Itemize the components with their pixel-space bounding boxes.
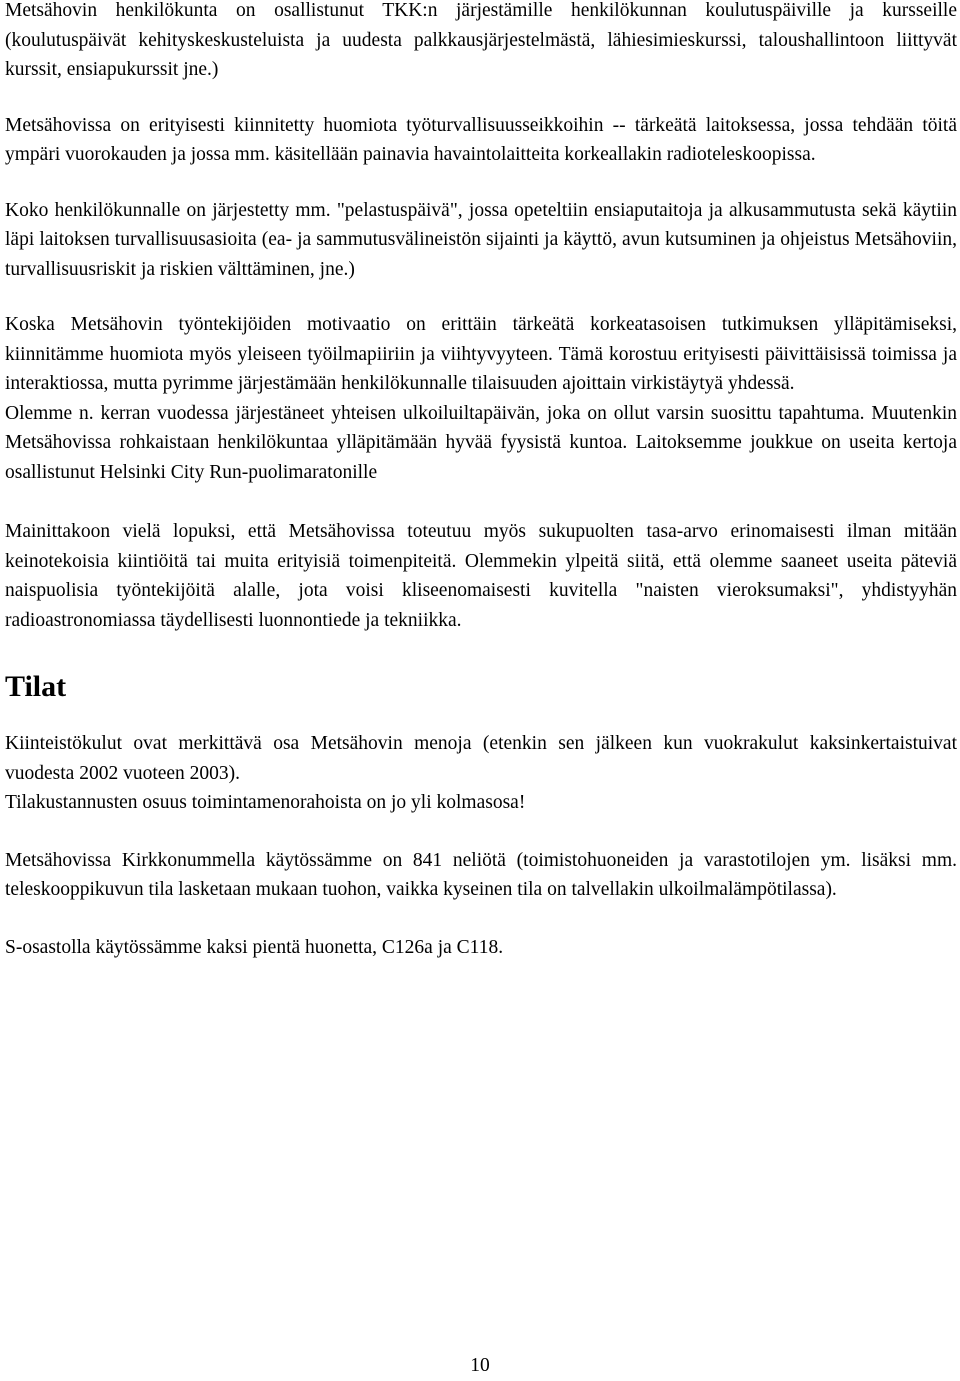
paragraph-property-costs: Kiinteistökulut ovat merkittävä osa Metsähovin menoja (etenkin sen jälkeen kun vuokrakulut kaksinkertaistuivat vuodesta 2002 vuoteen 2003).	[5, 733, 957, 784]
paragraph-s-department-rooms: S-osastolla käytössämme kaksi pientä huonetta, C126a ja C118.	[5, 936, 504, 958]
paragraph-rescue-day: Koko henkilökunnalle on järjestetty mm. "pelastuspäivä", jossa opeteltiin ensiaputaitoja ja alkusammutusta sekä käytiin läpi laitoksen turvallisuusasioita (ea- ja sammutusvälineistön sijainti ja käyttö, avun kutsuminen ja ohjeistus Metsähoviin, turvallisuusriskit ja riskien välttäminen, jne.)	[5, 199, 957, 280]
paragraph-motivation: Koska Metsähovin työntekijöiden motivaatio on erittäin tärkeätä korkeatasoisen tutkimuksen ylläpitämiseksi, kiinnitämme huomiota myös yleiseen työilmapiiriin ja viihtyvyyteen. Tämä korostuu erityisesti päivittäisissä toimissa ja interaktiossa, mutta pyrimme järjestämään henkilökunnalle tilaisuuden ajoittain virkistäytyä yhdessä.	[5, 314, 957, 394]
document-page	[5, 0, 957, 962]
paragraph-training: Metsähovin henkilökunta on osallistunut TKK:n järjestämille henkilökunnan koulutuspäiville ja kursseille (koulutuspäivät kehityskeskusteluista ja uudesta palkkausjärjestelmästä, lähiesimieskurssi, taloushallintoon liittyvät kurssit, ensiapukurssit jne.)	[5, 0, 957, 80]
paragraph-outdoor-day: Olemme n. kerran vuodessa järjestäneet yhteisen ulkoiluiltapäivän, joka on ollut varsin suosittu tapahtuma. Muutenkin Metsähovissa rohkaistaan henkilökuntaa ylläpitämään hyvää fyysistä kuntoa. Laitoksemme joukkue on useita kertoja osallistunut Helsinki City Run-puolimaratonille	[5, 402, 957, 483]
page-number: 10	[470, 1355, 490, 1376]
paragraph-space-cost-share: Tilakustannusten osuus toimintamenorahoista on jo yli kolmasosa!	[5, 792, 526, 813]
paragraph-kirkkonummi-space: Metsähovissa Kirkkonummella käytössämme on 841 neliötä (toimistohuoneiden ja varastotilojen ym. lisäksi mm. teleskooppikuvun tila lasketaan mukaan tuohon, vaikka kyseinen tila on talvellakin ulkoilmalämpötilassa).	[5, 849, 957, 900]
section-heading-tilat: Tilat	[5, 670, 67, 703]
paragraph-work-safety: Metsähovissa on erityisesti kiinnitetty huomiota työturvallisuusseikkoihin -- tärkeätä laitoksessa, jossa tehdään töitä ympäri vuorokauden ja jossa mm. käsitellään painavia havaintolaitteita korkeallakin radioteleskoopissa.	[5, 114, 957, 165]
paragraph-equality: Mainittakoon vielä lopuksi, että Metsähovissa toteutuu myös sukupuolten tasa-arvo erinomaisesti ilman mitään keinotekoisia kiintiöitä tai muita erityisiä toimenpiteitä. Olemmekin ylpeitä siitä, että olemme saaneet useita päteviä naispuolisia työntekijöitä alalle, jota voisi kliseenomaisesti kuvitella "naisten vieroksumaksi", yhdistyyhän radioastronomiassa täydellisesti luonnontiede ja tekniikka.	[5, 521, 957, 631]
